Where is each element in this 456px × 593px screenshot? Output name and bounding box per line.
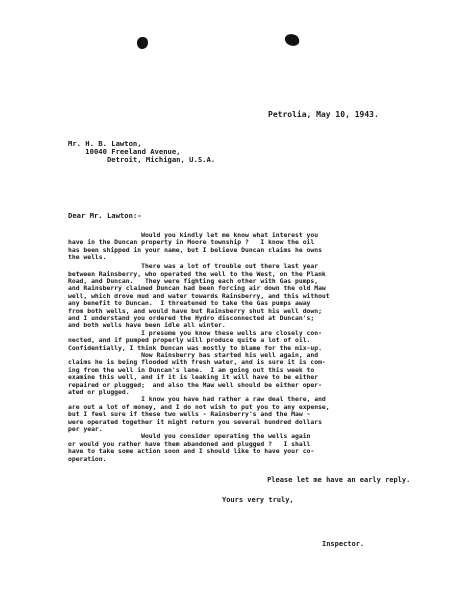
body-line: have in the Duncan property in Moore township ? I know the oil	[68, 238, 315, 247]
body-line: ated or plugged.	[68, 387, 130, 396]
body-line: ing from the well in Duncan's lane. I am going out this week to	[68, 365, 315, 374]
body-line: are out a lot of money, and I do not wish to put you to any expense,	[68, 402, 330, 411]
body-line: Now Rainsberry has started his well again, and	[68, 350, 319, 359]
body-line: or would you rather have them abandoned and plugged ? I shall	[68, 439, 311, 448]
address-line-1: Mr. H. B. Lawton,	[68, 139, 142, 148]
body-line: have to take some action soon and I should like to have your co-	[68, 447, 315, 456]
closing-request: Please let me have an early reply.	[187, 476, 411, 484]
body-line: between Rainsberry, who operated the well to the West, on the Plank	[68, 269, 326, 278]
body-line: Road, and Duncan. They were fighting each other with Gas pumps,	[68, 276, 319, 285]
body-line: There was a lot of trouble out there last year	[68, 262, 319, 271]
body-line: and I understand you ordered the Hydro disconnected at Duncan's;	[68, 313, 315, 322]
body-line: claims he is being flooded with fresh water, and is sure it is com-	[68, 358, 326, 367]
body-line: from both wells, and would have but Rainsberry shut his well down;	[68, 306, 322, 315]
body-line: the wells.	[68, 253, 107, 262]
body-line: operation.	[68, 454, 107, 463]
body-line: I presume you know these wells are closely con-	[68, 328, 322, 337]
body-line: but I feel sure if these two wells - Rainsberry's and the Maw -	[68, 410, 311, 419]
body-line: per year.	[68, 424, 103, 433]
salutation: Dear Mr. Lawton:-	[68, 211, 142, 220]
punch-hole-left	[137, 37, 148, 49]
body-line: examine this well, and if it is leaking it will have to be either	[68, 373, 319, 382]
address-line-2: 10040 Freeland Avenue,	[68, 147, 181, 156]
body-line: nected, and if pumped properly will produce quite a lot of oil.	[68, 336, 311, 345]
address-line-3: Detroit, Michigan, U.S.A.	[68, 155, 216, 164]
closing: Yours very truly,	[222, 496, 294, 504]
body-line: I know you have had rather a raw deal there, and	[68, 395, 326, 404]
body-line: were operated together it might return you several hundred dollars	[68, 417, 322, 426]
body-line: well, which drove mud and water towards Rainsberry, and this without	[68, 291, 330, 300]
body-line: repaired or plugged; and also the Maw well should be either oper-	[68, 380, 322, 389]
body-line: has been shipped in your name, but I believe Duncan claims he owns	[68, 245, 322, 254]
body-line: Would you kindly let me know what interest you	[68, 231, 319, 239]
letter-date: Petrolia, May 10, 1943.	[268, 110, 379, 119]
body-line: and Rainsberry claimed Duncan had been forcing air down the old Maw	[68, 284, 326, 293]
body-line: Would you consider operating the wells again	[68, 432, 311, 441]
punch-hole-right	[284, 33, 300, 47]
body-line: any benefit to Duncan. I threatened to take the Gas pumps away	[68, 299, 311, 308]
signature-title: Inspector.	[322, 540, 365, 548]
body-line: Confidentially, I think Duncan was mostly to blame for the mix-up.	[68, 343, 322, 352]
body-line: and both wells have been idle all winter.	[68, 321, 226, 330]
